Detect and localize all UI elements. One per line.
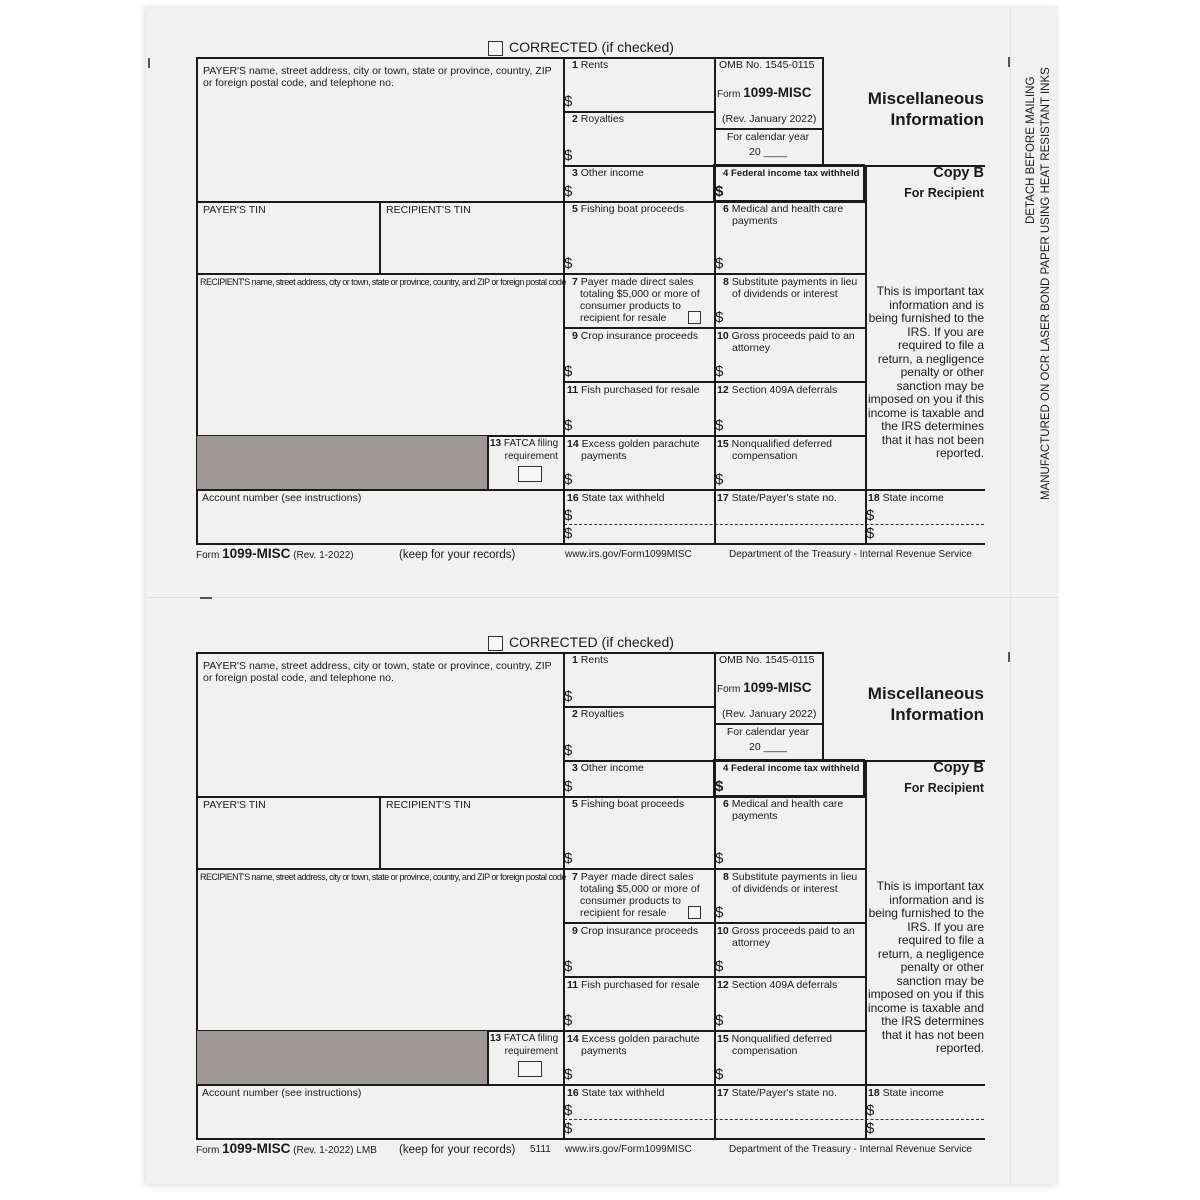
recipient-name-label: RECIPIENT'S name, street address, city or town, state or province, country, and ZIP or foreign postal code [200,277,566,287]
text-part: Form [717,684,741,695]
box16-label [567,492,665,505]
text-part: 7 [572,871,578,883]
text-part: Substitute payments in lieu [731,276,858,288]
box14-label [567,438,700,451]
for-recipient-label: For Recipient [904,186,984,200]
text-part: FATCA filing [503,1033,559,1044]
grid-line [822,652,824,760]
text-part: State income [882,1087,944,1099]
box8-dollar: $ [715,904,724,921]
box7-label-2: totaling $5,000 or more of [580,288,700,300]
revision: (Rev. January 2022) [722,708,817,720]
footer-url[interactable]: www.irs.gov/Form1099MISC [565,1144,692,1155]
text-part: Royalties [580,113,624,125]
text-part: 4 [723,168,729,179]
text-part: Payer made direct sales [580,871,694,883]
text-part: Federal income tax withheld [731,763,860,774]
box10-label-2: attorney [732,937,770,949]
text-part: LMB [356,1145,377,1156]
payer-label-2: or foreign postal code, and telephone no. [203,77,394,89]
box4-dollar: $ [715,778,724,795]
text-part: State/Payer's state no. [731,492,837,504]
revision: (Rev. January 2022) [722,113,817,125]
text-part: Nonqualified deferred [731,438,833,450]
grid-line [196,1138,985,1140]
form-title [830,683,984,725]
footer-keep: (keep for your records) [399,549,516,561]
payer-label: PAYER'S name, street address, city or town, state or province, country, ZIP [203,65,552,77]
grid-line [196,1084,985,1086]
copy-label: Copy B [933,165,984,181]
box18-label [868,492,944,505]
box3-dollar: $ [564,778,573,795]
text-part: 12 [717,384,729,396]
text-part: Substitute payments in lieu [731,871,858,883]
box12-label [717,384,837,397]
box1-label [572,654,608,667]
account-label: Account number (see instructions) [202,1087,362,1099]
corrected-checkbox[interactable] [488,636,503,651]
text-part: 13 [490,438,502,449]
box10-label-2: attorney [732,342,770,354]
notice-text: This is important tax information and is being furnished to the IRS. If you are required to file a return, a negligence penalty or other sanction may be imposed on you if this income is taxable and the IRS determines that it has not been reported. [867,879,984,1055]
box10-dollar: $ [715,363,724,380]
footer-dept: Department of the Treasury - Internal Revenue Service [729,1144,972,1155]
box11-label [567,384,700,397]
box3-label [572,762,644,775]
box5-label [572,203,684,216]
box7-checkbox[interactable] [688,906,701,919]
text-part: Form [196,1145,220,1156]
text-part: 8 [723,276,729,288]
form-id [717,682,812,697]
payer-label: PAYER'S name, street address, city or town, state or province, country, ZIP [203,660,552,672]
side-strip-detach: DETACH BEFORE MAILING [1025,76,1037,224]
box6-dollar: $ [715,255,724,272]
grid-line [196,868,865,870]
text-part: 17 [717,1087,729,1099]
grid-line [822,57,824,165]
text-part: Gross proceeds paid to an [731,330,855,342]
box11-dollar: $ [564,417,573,434]
recipient-tin-label: RECIPIENT'S TIN [386,204,471,216]
form-1099-misc-2 [0,595,1200,1190]
grid-line [196,489,985,491]
text-part: 13 [490,1033,502,1044]
text-part: 1099-MISC [743,85,812,100]
text-part: Excess golden parachute [581,438,700,450]
text-part: 14 [567,1033,579,1045]
box1-dollar: $ [564,688,573,705]
notice-text: This is important tax information and is being furnished to the IRS. If you are required to file a return, a negligence penalty or other sanction may be imposed on you if this income is taxable and the IRS determines that it has not been reported. [867,284,984,460]
text-part: Form [196,550,220,561]
text-part: 1 [572,59,578,71]
box6-label-2: payments [732,215,778,227]
text-part: Section 409A deferrals [731,384,838,396]
text-part: Medical and health care [731,798,844,810]
text-part: 6 [723,798,729,810]
box16-label [567,1087,665,1100]
text-part: State income [882,492,944,504]
shaded-area [197,1031,487,1084]
grid-line [196,543,985,545]
box7-label [572,276,693,289]
box18-dollar-1: $ [866,1102,875,1119]
omb-number: OMB No. 1545-0115 [719,654,815,666]
corrected-label: CORRECTED (if checked) [509,39,674,55]
box4-label [723,168,860,181]
text-part: 11 [567,979,579,991]
box7-label-2: totaling $5,000 or more of [580,883,700,895]
calendar-year-label: For calendar year [726,131,810,143]
side-strip-manufactured: MANUFACTURED ON OCR LASER BOND PAPER USING HEAT RESISTANT INKS [1040,67,1052,500]
recipient-name-label: RECIPIENT'S name, street address, city or town, state or province, country, and ZIP or foreign postal code [200,872,566,882]
text-part: 16 [567,492,579,504]
box3-dollar: $ [564,183,573,200]
text-part: 10 [717,925,729,937]
box18-dollar-1: $ [866,507,875,524]
box18-dollar-2: $ [866,1120,875,1137]
state-divider [564,524,984,525]
box16-dollar-1: $ [564,1102,573,1119]
box13-label [490,1033,558,1046]
box14-label-2: payments [581,1045,627,1057]
recipient-tin-label: RECIPIENT'S TIN [386,799,471,811]
text-part: 11 [567,384,579,396]
grid-line [379,201,381,273]
text-part: Nonqualified deferred [731,1033,833,1045]
copy-label: Copy B [933,760,984,776]
box14-label-2: payments [581,450,627,462]
box12-dollar: $ [715,1012,724,1029]
text-part: Rents [580,654,609,666]
account-label: Account number (see instructions) [202,492,362,504]
box15-label-2: compensation [732,1045,798,1057]
footer-code: 5111 [530,1144,551,1155]
text-part: 1099-MISC [222,1141,291,1156]
box7-label-4: recipient for resale [580,907,667,919]
box15-dollar: $ [715,471,724,488]
text-part: 9 [572,330,578,342]
footer-url[interactable]: www.irs.gov/Form1099MISC [565,549,692,560]
text-part: 1099-MISC [222,546,291,561]
text-part: 2 [572,708,578,720]
grid-line [714,128,822,130]
box6-label [723,798,843,811]
box13-label-2: requirement [504,1046,558,1057]
state-divider [564,1119,984,1120]
omb-number: OMB No. 1545-0115 [719,59,815,71]
text-part: 12 [717,979,729,991]
text-part: (Rev. 1-2022) [293,1145,354,1156]
text-part: 10 [717,330,729,342]
text-part: Fish purchased for resale [581,979,700,991]
text-part: State tax withheld [581,492,665,504]
text-part: 1 [572,654,578,666]
box11-label [567,979,700,992]
text-part: 4 [723,763,729,774]
fatca-checkbox[interactable] [518,466,542,482]
text-part: 2 [572,113,578,125]
text-part: State tax withheld [581,1087,665,1099]
box5-dollar: $ [564,850,573,867]
box10-label [717,330,855,343]
footer-keep: (keep for your records) [399,1144,516,1156]
box5-dollar: $ [564,255,573,272]
footer-dept: Department of the Treasury - Internal Revenue Service [729,549,972,560]
box8-label-2: of dividends or interest [732,883,838,895]
box10-label [717,925,855,938]
box18-label [868,1087,944,1100]
box17-label [717,492,837,505]
text-part: Crop insurance proceeds [580,925,699,937]
box2-label [572,708,624,721]
box2-dollar: $ [564,742,573,759]
text-part: Fishing boat proceeds [580,798,685,810]
grid-line [196,273,865,275]
text-part: Information [890,110,984,129]
corrected-checkbox[interactable] [488,41,503,56]
text-part: Other income [580,167,644,179]
text-part: FATCA filing [503,438,559,449]
box9-dollar: $ [564,958,573,975]
calendar-year-value[interactable]: 20 ____ [749,146,787,158]
text-part: Federal income tax withheld [731,168,860,179]
box12-dollar: $ [715,417,724,434]
text-part: Other income [580,762,644,774]
box7-label-3: consumer products to [580,895,681,907]
text-part: 16 [567,1087,579,1099]
text-part: 3 [572,762,578,774]
box11-dollar: $ [564,1012,573,1029]
box15-label [717,1033,832,1046]
text-part: 15 [717,438,729,450]
box8-label-2: of dividends or interest [732,288,838,300]
footer-form-id [196,546,354,564]
box9-dollar: $ [564,363,573,380]
grid-line [714,723,822,725]
text-part: Medical and health care [731,203,844,215]
calendar-year-label: For calendar year [726,726,810,738]
text-part: 1099-MISC [743,680,812,695]
box16-dollar-2: $ [564,525,573,542]
box6-label-2: payments [732,810,778,822]
payer-tin-label: PAYER'S TIN [203,799,266,811]
box7-label-4: recipient for resale [580,312,667,324]
text-part: Miscellaneous [867,89,984,108]
box12-label [717,979,837,992]
text-part: 14 [567,438,579,450]
box6-dollar: $ [715,850,724,867]
box14-dollar: $ [564,471,573,488]
box15-dollar: $ [715,1066,724,1083]
box4-label [723,763,860,776]
text-part: Excess golden parachute [581,1033,700,1045]
text-part: Payer made direct sales [580,276,694,288]
calendar-year-value[interactable]: 20 ____ [749,741,787,753]
text-part: Rents [580,59,609,71]
text-part: Royalties [580,708,624,720]
box14-dollar: $ [564,1066,573,1083]
text-part: State/Payer's state no. [731,1087,837,1099]
form-title [830,88,984,130]
box15-label [717,438,832,451]
box4-dollar: $ [715,183,724,200]
box16-dollar-1: $ [564,507,573,524]
box9-label [572,330,698,343]
text-part: Information [890,705,984,724]
box7-checkbox[interactable] [688,311,701,324]
fatca-checkbox[interactable] [518,1061,542,1077]
payer-label-2: or foreign postal code, and telephone no. [203,672,394,684]
corrected-label: CORRECTED (if checked) [509,634,674,650]
text-part: 9 [572,925,578,937]
box18-dollar-2: $ [866,525,875,542]
text-part: Fish purchased for resale [581,384,700,396]
text-part: Crop insurance proceeds [580,330,699,342]
text-part: 15 [717,1033,729,1045]
text-part: Form [717,89,741,100]
text-part: (Rev. 1-2022) [293,550,354,561]
text-part: 5 [572,203,578,215]
text-part: Gross proceeds paid to an [731,925,855,937]
box8-dollar: $ [715,309,724,326]
box3-label [572,167,644,180]
text-part: Fishing boat proceeds [580,203,685,215]
text-part: 17 [717,492,729,504]
text-part: 18 [868,492,880,504]
text-part: 3 [572,167,578,179]
grid-line [487,1030,489,1084]
box17-label [717,1087,837,1100]
box15-label-2: compensation [732,450,798,462]
shaded-area [197,436,487,489]
form-id [717,87,812,102]
text-part: 5 [572,798,578,810]
text-part: Miscellaneous [867,684,984,703]
payer-tin-label: PAYER'S TIN [203,204,266,216]
box13-label-2: requirement [504,451,558,462]
for-recipient-label: For Recipient [904,781,984,795]
box7-label-3: consumer products to [580,300,681,312]
box1-dollar: $ [564,93,573,110]
box14-label [567,1033,700,1046]
grid-line [379,796,381,868]
text-part: Section 409A deferrals [731,979,838,991]
box2-dollar: $ [564,147,573,164]
box8-label [723,871,857,884]
text-part: 6 [723,203,729,215]
box7-label [572,871,693,884]
box5-label [572,798,684,811]
box2-label [572,113,624,126]
form-1099-misc-1 [0,0,1200,595]
box8-label [723,276,857,289]
grid-line [487,435,489,489]
text-part: 7 [572,276,578,288]
box10-dollar: $ [715,958,724,975]
box16-dollar-2: $ [564,1120,573,1137]
text-part: 8 [723,871,729,883]
box13-label [490,438,558,451]
footer-form-id [196,1141,377,1159]
box6-label [723,203,843,216]
box9-label [572,925,698,938]
text-part: 18 [868,1087,880,1099]
box1-label [572,59,608,72]
